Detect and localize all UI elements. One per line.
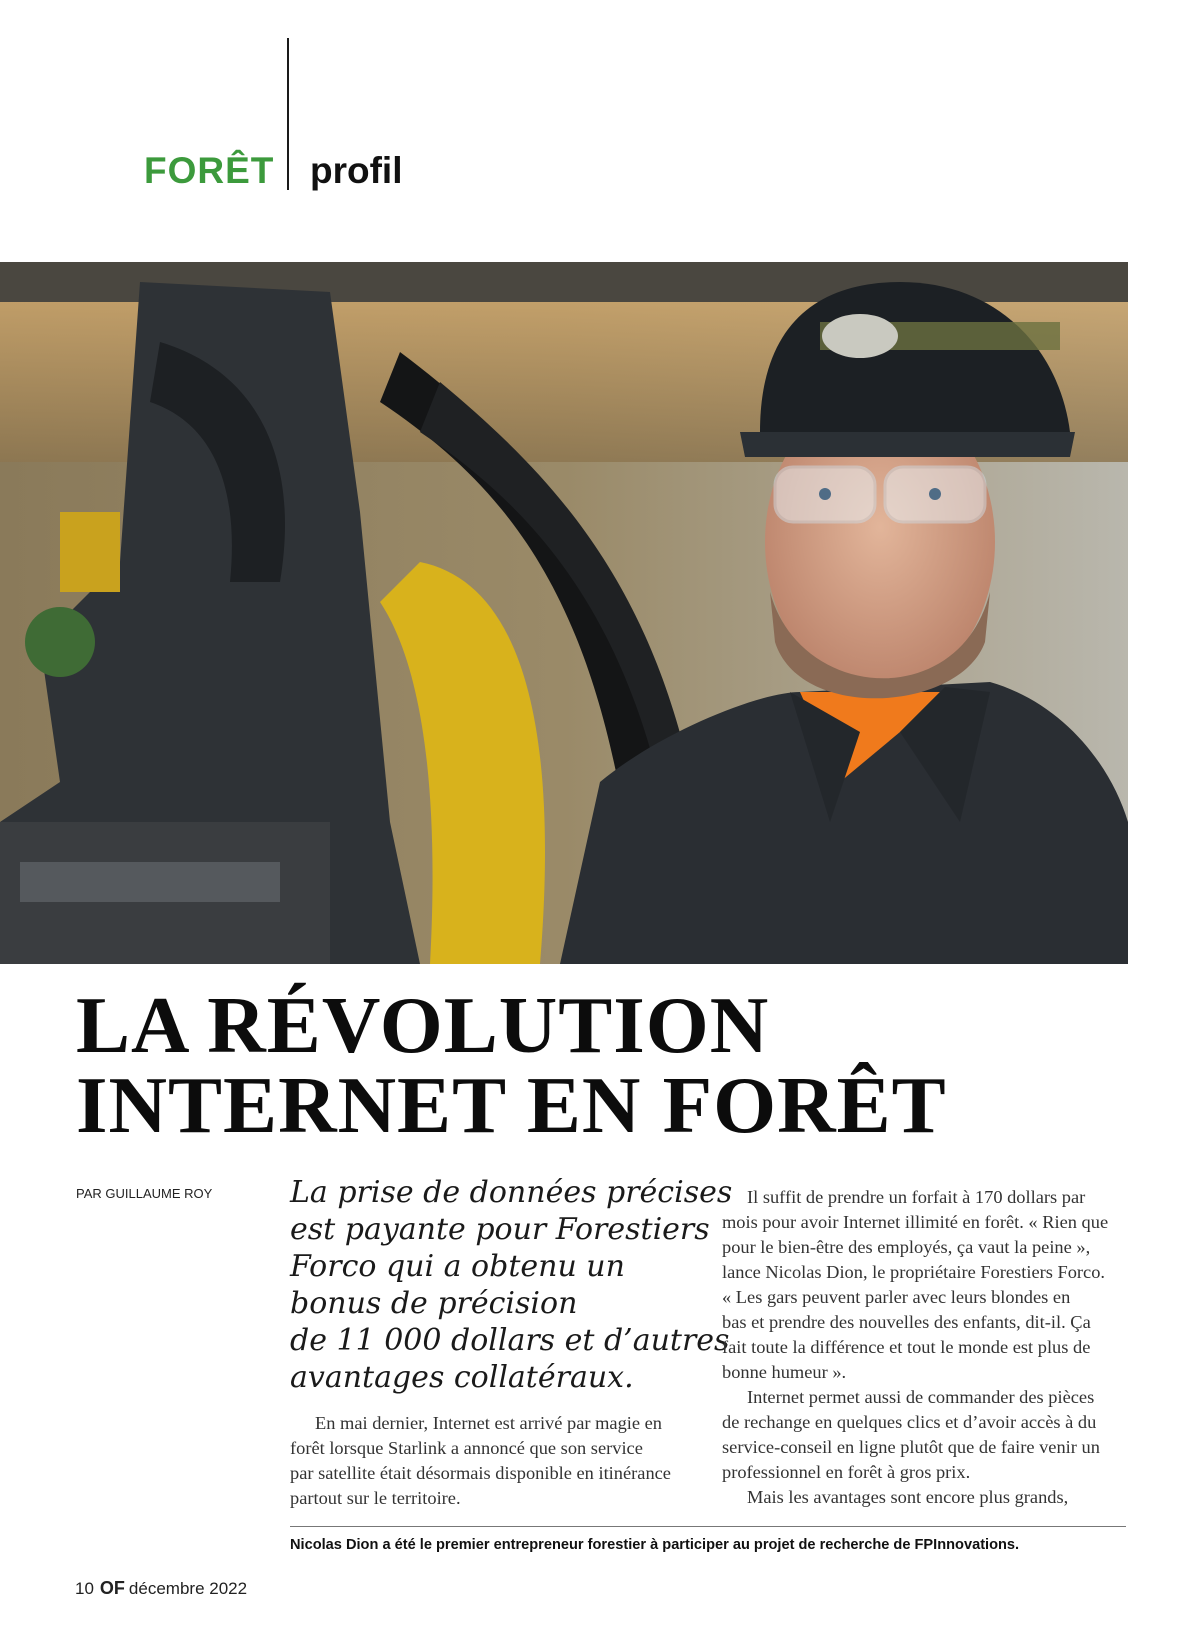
photo-caption: Nicolas Dion a été le premier entrepreneur forestier à participer au projet de recherche de FPInnovations. (290, 1537, 1020, 1553)
deck-line: de 11 000 dollars et d’autres (290, 1323, 730, 1358)
deck-line: La prise de données précises (290, 1175, 733, 1210)
body-line: En mai dernier, Internet est arrivé par magie en (315, 1413, 662, 1433)
caption-divider (290, 1526, 1126, 1527)
body-line: « Les gars peuvent parler avec leurs blondes en (722, 1287, 1071, 1307)
deck-line: avantages collatéraux. (290, 1360, 634, 1395)
body-line: forêt lorsque Starlink a annoncé que son service (290, 1438, 643, 1458)
hero-photo (0, 262, 1128, 964)
body-line: bonne humeur ». (722, 1362, 847, 1382)
byline: PAR GUILLAUME ROY (76, 1186, 213, 1201)
deck-line: Forco qui a obtenu un (290, 1249, 625, 1284)
magazine-name: OF (99, 1578, 125, 1598)
headline-line-1: LA RÉVOLUTION (76, 980, 770, 1070)
deck (290, 1174, 733, 1396)
body-line: Il suffit de prendre un forfait à 170 dollars par (747, 1187, 1086, 1207)
page-footer (75, 1578, 247, 1599)
forest-worker-photo (0, 262, 1128, 964)
body-line: fait toute la différence et tout le monde est plus de (722, 1337, 1091, 1357)
section-label: FORÊT (144, 150, 275, 191)
section-sublabel: profil (310, 150, 403, 191)
body-column-right (722, 1185, 1132, 1510)
section-divider (287, 38, 289, 190)
body-column-left (290, 1411, 690, 1511)
body-line: Mais les avantages sont encore plus grands, (747, 1487, 1069, 1507)
body-line: bas et prendre des nouvelles des enfants, dit-il. Ça (722, 1312, 1091, 1332)
deck-line: est payante pour Forestiers (290, 1212, 710, 1247)
headline (76, 980, 1136, 1150)
body-line: partout sur le territoire. (290, 1488, 461, 1508)
body-line: de rechange en quelques clics et d’avoir accès à du (722, 1412, 1097, 1432)
body-line: Internet permet aussi de commander des pièces (747, 1387, 1095, 1407)
page-number: 10 (75, 1579, 94, 1598)
body-line: par satellite était désormais disponible en itinérance (290, 1463, 671, 1483)
issue-date: décembre 2022 (128, 1579, 248, 1598)
deck-line: bonus de précision (290, 1286, 578, 1321)
body-line: mois pour avoir Internet illimité en forêt. « Rien que (722, 1212, 1109, 1232)
body-line: pour le bien-être des employés, ça vaut la peine », (722, 1237, 1091, 1257)
body-line: lance Nicolas Dion, le propriétaire Forestiers Forco. (722, 1262, 1106, 1282)
headline-line-2: INTERNET EN FORÊT (76, 1060, 947, 1150)
body-line: professionnel en forêt à gros prix. (722, 1462, 971, 1482)
body-line: service-conseil en ligne plutôt que de faire venir un (722, 1437, 1100, 1457)
